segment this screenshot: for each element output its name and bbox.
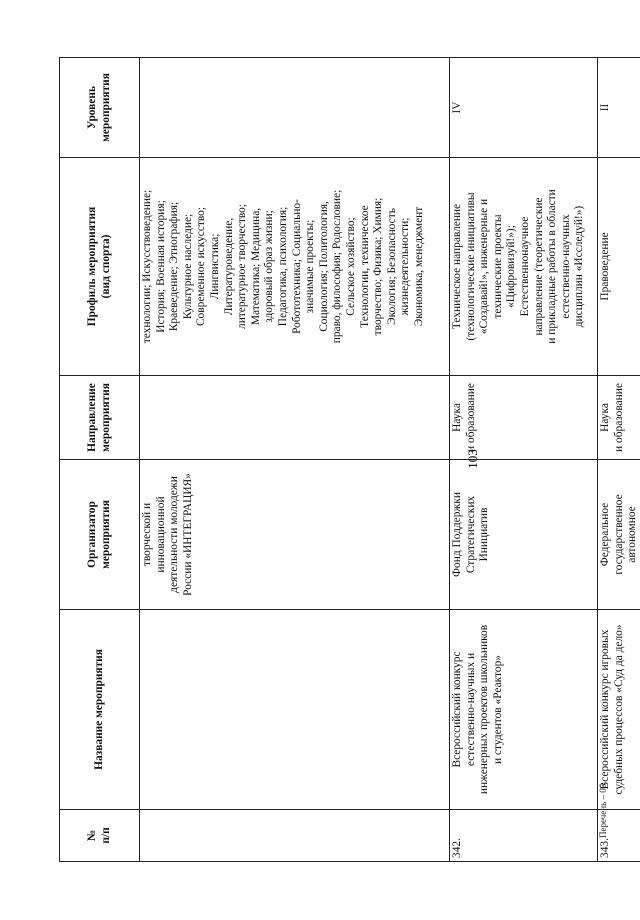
footer-note: Перечень – 06 bbox=[598, 783, 608, 838]
row-2-organizer: Федеральное государственное автономное bbox=[598, 460, 640, 610]
table-row bbox=[140, 58, 450, 862]
row-0-organizer: творческой и инновационной деятельности молодежи России «ИНТЕГРАЦИЯ» bbox=[140, 460, 450, 610]
row-0-name bbox=[140, 610, 450, 810]
row-0-direction bbox=[140, 376, 450, 460]
header-level: Уровень мероприятия bbox=[60, 58, 140, 158]
row-1-num: 342. bbox=[450, 810, 598, 862]
header-organizer: Организатор мероприятия bbox=[60, 460, 140, 610]
header-num: № п/п bbox=[60, 810, 140, 862]
row-2-level: II bbox=[598, 58, 640, 158]
table-row bbox=[450, 58, 598, 862]
row-2-direction: Наука и образование bbox=[598, 376, 640, 460]
row-2-num: 343. bbox=[598, 810, 640, 862]
row-1-profile: Техническое направление (технологические инициативы «Создавай!», инженерные и технические проекты «Цифровизуй!»); Естественнонаучное направление (теоретические и прикладные работы в области естественно-научных дисциплин «Исследуй!») bbox=[450, 158, 598, 376]
row-0-num bbox=[140, 810, 450, 862]
row-2-name: Всероссийский конкурс игровых судебных процессов «Суд да дело» bbox=[598, 610, 640, 810]
row-0-level bbox=[140, 58, 450, 158]
table-header-row bbox=[60, 58, 140, 862]
header-direction: Направление мероприятия bbox=[60, 376, 140, 460]
events-table bbox=[59, 57, 640, 862]
page-number: 103 bbox=[464, 449, 480, 469]
row-1-level: IV bbox=[450, 58, 598, 158]
table-row bbox=[598, 58, 640, 862]
row-1-name: Всероссийский конкурс естественно-научных и инженерных проектов школьников и студентов «Реактор» bbox=[450, 610, 598, 810]
header-name: Название мероприятия bbox=[60, 610, 140, 810]
row-2-profile: Правоведение bbox=[598, 158, 640, 376]
row-0-profile: технологии; Искусствоведение; История; Военная история; Краеведение; Этнография; Культурное наследие; Современное искусство; Лингвистика; Литературоведение, литературное творчество; Математика; Медицина, здоровый образ жизни; Педагогика, психология; Робототехника; Социально- значимые проекты; Социология; Политология, право, философия; Родословие; Сельское хозяйство; Технологии, техническое творчество; Физика; Химия; Экология; Безопасность жизнедеятельности; Экономика, менеджмент bbox=[140, 158, 450, 376]
row-1-direction: Наука и образование bbox=[450, 376, 598, 460]
header-profile: Профиль мероприятия (вид спорта) bbox=[60, 158, 140, 376]
row-1-organizer: Фонд Поддержки Стратегических Инициатив bbox=[450, 460, 598, 610]
